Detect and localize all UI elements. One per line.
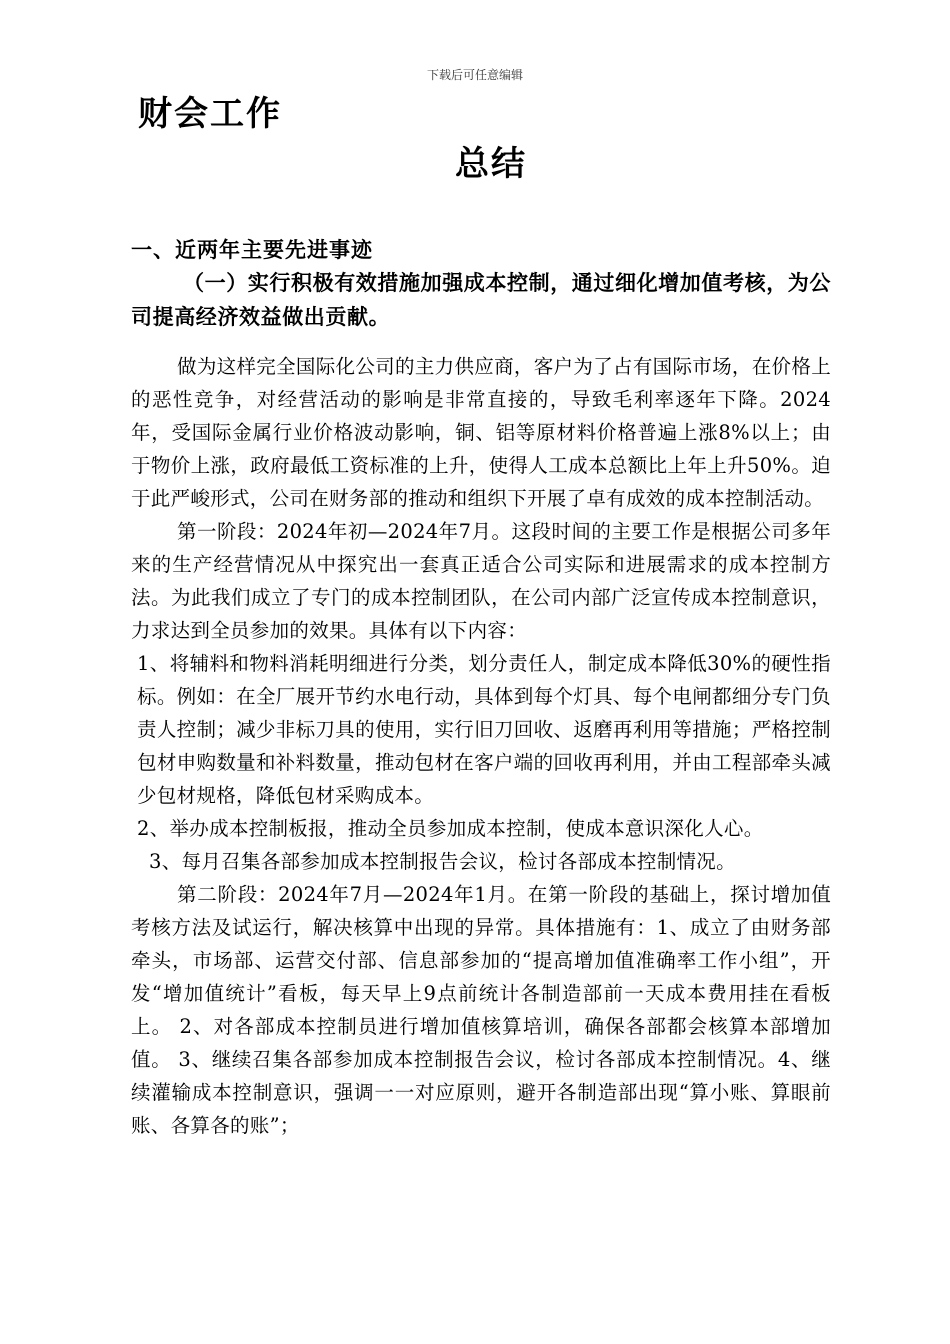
paragraph-phase-2: 第二阶段：2024年7月—2024年1月。在第一阶段的基础上，探讨增加值考核方法及试运行，解决核算中出现的异常。具体措施有：1、成立了由财务部牵头，市场部、运营交付部、信息部参加的“提高增加值准确率工作小组”，开发“增加值统计”看板，每天早上9点前统计各制造部前一天成本费用挂在看板上。 2、对各部成本控制员进行增加值核算培训，确保各部都会核算本部增加值。 3、继续召集各部参加成本控制报告会议，检讨各部成本控制情况。4、继续灌输成本控制意识，强调一一对应原则，避开各制造部出现“算小账、算眼前账、各算各的账”； (131, 883, 831, 1137)
sub-heading: （一）实行积极有效措施加强成本控制，通过细化增加值考核，为公司提高经济效益做出贡献。 (131, 271, 831, 329)
list-item-1: 1、将辅料和物料消耗明细进行分类，划分责任人，制定成本降低30%的硬性指标。例如：在全厂展开节约水电行动，具体到每个灯具、每个电闸都细分专门负责人控制；减少非标刀具的使用，实行旧刀回收、返磨再利用等措施；严格控制包材申购数量和补料数量，推动包材在客户端的回收再利用，并由工程部牵头减少包材规格，降低包材采购成本。 (137, 652, 831, 807)
section-heading: 一、近两年主要先进事迹 (131, 238, 373, 262)
list-item-3: 3、每月召集各部参加成本控制报告会议，检讨各部成本控制情况。 (149, 850, 736, 873)
document-title-line-2: 总结 (455, 144, 527, 184)
header-note: 下载后可任意编辑 (426, 68, 523, 82)
list-item-2: 2、举办成本控制板报，推动全员参加成本控制，使成本意识深化人心。 (137, 817, 764, 840)
document-title-line-1: 财会工作 (138, 94, 282, 134)
document-body (131, 350, 831, 1142)
paragraph-intro: 做为这样完全国际化公司的主力供应商，客户为了占有国际市场，在价格上的恶性竞争，对经营活动的影响是非常直接的，导致毛利率逐年下降。2024年，受国际金属行业价格波动影响，铜、铝等原材料价格普遍上涨8%以上；由于物价上涨，政府最低工资标准的上升，使得人工成本总额比上年上升50%。迫于此严峻形式，公司在财务部的推动和组织下开展了卓有成效的成本控制活动。 (131, 355, 831, 510)
paragraph-phase-1: 第一阶段：2024年初—2024年7月。这段时间的主要工作是根据公司多年来的生产经营情况从中探究出一套真正适合公司实际和进展需求的成本控制方法。为此我们成立了专门的成本控制团队，在公司内部广泛宣传成本控制意识，力求达到全员参加的效果。具体有以下内容： (131, 520, 831, 642)
